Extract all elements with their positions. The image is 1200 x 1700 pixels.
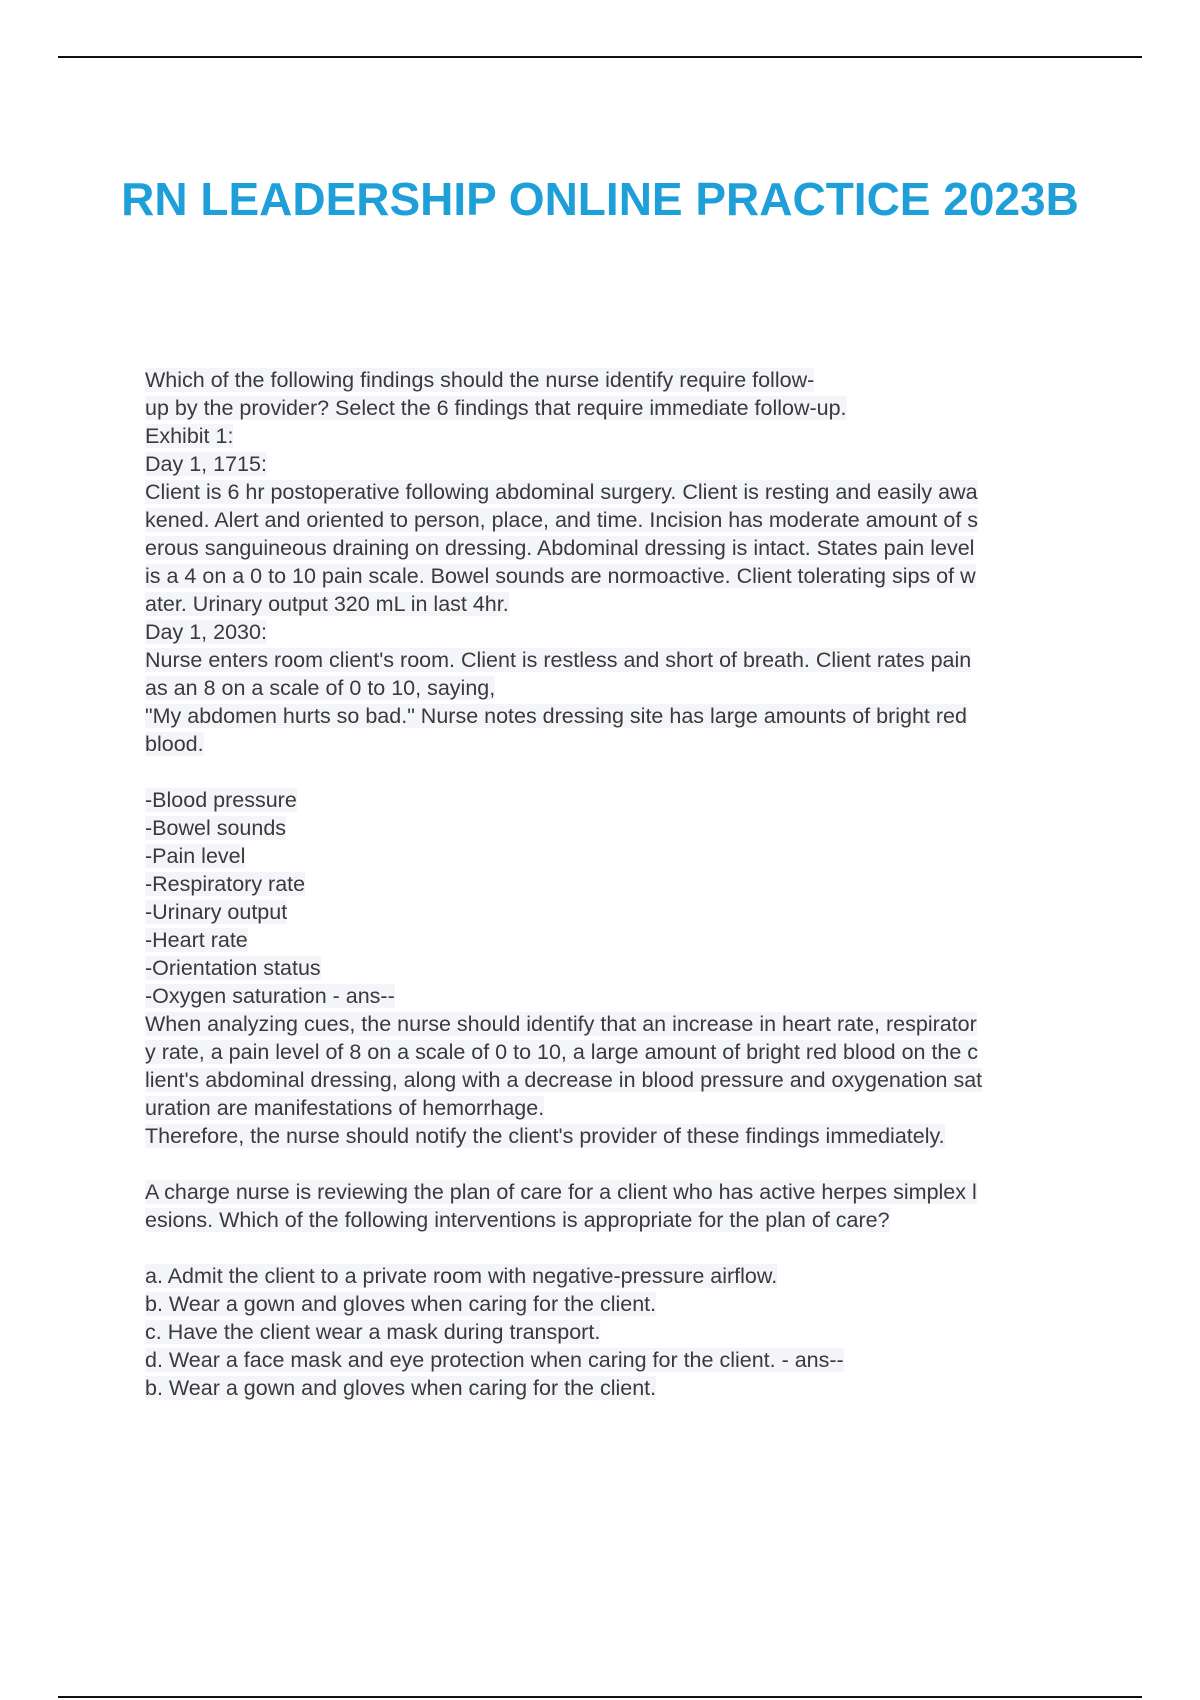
question-2-options xyxy=(145,1262,1095,1402)
text-line: esions. Which of the following interventions is appropriate for the plan of care? xyxy=(145,1208,890,1232)
option-line: -Urinary output xyxy=(145,900,288,924)
paragraph-gap xyxy=(145,758,1095,786)
document-body xyxy=(145,366,1095,1402)
option-line: c. Have the client wear a mask during transport. xyxy=(145,1320,601,1344)
text-line: as an 8 on a scale of 0 to 10, saying, xyxy=(145,676,496,700)
option-line: -Blood pressure xyxy=(145,788,297,812)
answer-line: lient's abdominal dressing, along with a decrease in blood pressure and oxygenation sat xyxy=(145,1068,983,1092)
text-line: kened. Alert and oriented to person, place, and time. Incision has moderate amount of s xyxy=(145,508,979,532)
option-line: -Bowel sounds xyxy=(145,816,287,840)
text-line: Day 1, 1715: xyxy=(145,452,267,476)
question-1-answer xyxy=(145,1010,1095,1150)
text-line: A charge nurse is reviewing the plan of care for a client who has active herpes simplex l xyxy=(145,1180,977,1204)
option-line: -Orientation status xyxy=(145,956,321,980)
top-divider xyxy=(58,56,1142,58)
answer-line: y rate, a pain level of 8 on a scale of 0 to 10, a large amount of bright red blood on the c xyxy=(145,1040,979,1064)
text-line: Day 1, 2030: xyxy=(145,620,267,644)
question-1-stem xyxy=(145,366,1095,758)
text-line: Nurse enters room client's room. Client is restless and short of breath. Client rates pain xyxy=(145,648,972,672)
answer-line: When analyzing cues, the nurse should identify that an increase in heart rate, respirator xyxy=(145,1012,977,1036)
option-line: b. Wear a gown and gloves when caring for the client. xyxy=(145,1292,657,1316)
text-line: ater. Urinary output 320 mL in last 4hr. xyxy=(145,592,509,616)
text-line: Which of the following findings should the nurse identify require follow- xyxy=(145,368,815,392)
document-title: RN LEADERSHIP ONLINE PRACTICE 2023B xyxy=(121,173,1079,225)
text-line: Exhibit 1: xyxy=(145,424,234,448)
bottom-divider xyxy=(58,1696,1142,1698)
option-line: d. Wear a face mask and eye protection when caring for the client. - ans-- xyxy=(145,1348,844,1372)
option-line: -Pain level xyxy=(145,844,246,868)
option-line: -Oxygen saturation - ans-- xyxy=(145,984,395,1008)
text-line: Client is 6 hr postoperative following abdominal surgery. Client is resting and easily awa xyxy=(145,480,978,504)
paragraph-gap xyxy=(145,1150,1095,1178)
text-line: "My abdomen hurts so bad." Nurse notes dressing site has large amounts of bright red xyxy=(145,704,967,728)
answer-line: Therefore, the nurse should notify the client's provider of these findings immediately. xyxy=(145,1124,945,1148)
option-line: b. Wear a gown and gloves when caring for the client. xyxy=(145,1376,657,1400)
text-line: up by the provider? Select the 6 findings that require immediate follow-up. xyxy=(145,396,847,420)
answer-line: uration are manifestations of hemorrhage. xyxy=(145,1096,545,1120)
question-2-stem xyxy=(145,1178,1095,1234)
text-line: erous sanguineous draining on dressing. Abdominal dressing is intact. States pain level xyxy=(145,536,975,560)
option-line: -Respiratory rate xyxy=(145,872,306,896)
option-line: -Heart rate xyxy=(145,928,248,952)
paragraph-gap xyxy=(145,1234,1095,1262)
option-line: a. Admit the client to a private room with negative-pressure airflow. xyxy=(145,1264,778,1288)
text-line: is a 4 on a 0 to 10 pain scale. Bowel sounds are normoactive. Client tolerating sips of w xyxy=(145,564,976,588)
text-line: blood. xyxy=(145,732,204,756)
question-1-options xyxy=(145,786,1095,1010)
